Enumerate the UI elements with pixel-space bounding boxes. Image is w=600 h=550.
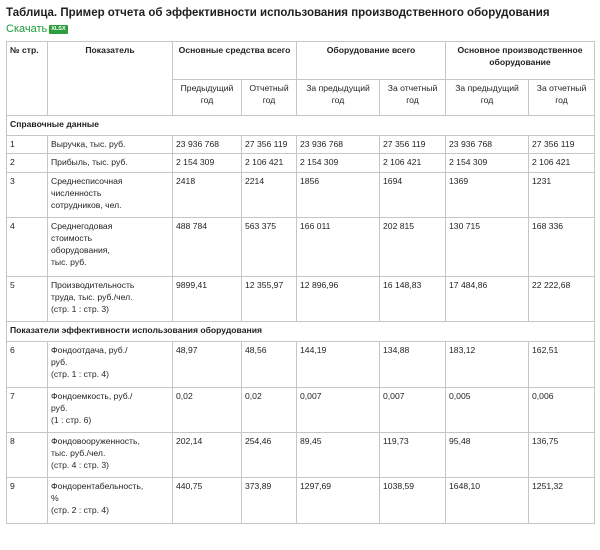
row-number: 3 [7,173,48,218]
download-link[interactable]: Скачать [6,23,48,35]
value-cell: 27 356 119 [529,136,595,154]
indicator-line: руб. [51,357,68,367]
value-cell: 1297,69 [297,478,380,524]
row-number: 6 [7,342,48,388]
value-cell: 0,02 [242,388,297,433]
row-number: 7 [7,388,48,433]
row-number: 5 [7,277,48,322]
indicator-line: (1 : стр. 6) [51,415,92,425]
value-cell: 1856 [297,173,380,218]
indicator-line: численность [51,188,102,198]
value-cell: 2 106 421 [242,154,297,173]
row-indicator [48,388,173,433]
indicator-line: (стр. 2 : стр. 4) [51,505,110,515]
value-cell: 168 336 [529,218,595,277]
table-row [7,478,595,524]
value-cell: 0,007 [380,388,446,433]
value-cell: 1251,32 [529,478,595,524]
value-cell: 27 356 119 [380,136,446,154]
row-indicator [48,433,173,478]
value-cell: 95,48 [446,433,529,478]
table-row [7,154,595,173]
table-row [7,433,595,478]
value-cell: 48,97 [173,342,242,388]
value-cell: 373,89 [242,478,297,524]
header-group-production-equipment: Основное производственное оборудование [446,42,595,80]
xlsx-file-icon[interactable]: XLSX [51,25,66,32]
row-indicator [48,478,173,524]
row-indicator [48,277,173,322]
page-title: Таблица. Пример отчета об эффективности использования производственного оборудования [6,7,550,19]
report-table [6,41,595,524]
value-cell: 134,88 [380,342,446,388]
row-indicator [48,342,173,388]
indicator-line: тыс. руб. [51,257,87,267]
indicator-line: труда, тыс. руб./чел. [51,292,133,302]
value-cell: 136,75 [529,433,595,478]
value-cell: 130 715 [446,218,529,277]
header-sub: За предыдущий год [446,80,529,116]
header-sub: За отчетный год [380,80,446,116]
table-body [7,116,595,524]
value-cell: 0,007 [297,388,380,433]
row-number: 1 [7,136,48,154]
table-row [7,173,595,218]
header-num: № стр. [7,42,48,116]
value-cell: 1231 [529,173,595,218]
value-cell: 202 815 [380,218,446,277]
table-row [7,136,595,154]
indicator-line: Фондоотдача, руб./ [51,345,128,355]
value-cell: 144,19 [297,342,380,388]
value-cell: 563 375 [242,218,297,277]
indicator-line: Фондорентабельность, [51,481,144,491]
value-cell: 488 784 [173,218,242,277]
value-cell: 12 896,96 [297,277,380,322]
row-number: 8 [7,433,48,478]
indicator-line: сотрудников, чел. [51,200,122,210]
row-number: 4 [7,218,48,277]
value-cell: 0,006 [529,388,595,433]
value-cell: 2214 [242,173,297,218]
value-cell: 440,75 [173,478,242,524]
indicator-line: (стр. 1 : стр. 4) [51,369,110,379]
value-cell: 89,45 [297,433,380,478]
indicator-line: руб. [51,403,68,413]
row-indicator [48,173,173,218]
section-title: Справочные данные [7,116,595,136]
indicator-line: оборудования, [51,245,110,255]
header-indicator: Показатель [48,42,173,116]
value-cell: 162,51 [529,342,595,388]
table-row [7,388,595,433]
indicator-line: Фондовооруженность, [51,436,140,446]
value-cell: 48,56 [242,342,297,388]
indicator-line: Выручка, тыс. руб. [51,139,126,149]
value-cell: 0,005 [446,388,529,433]
row-indicator [48,154,173,173]
table-row [7,342,595,388]
row-number: 2 [7,154,48,173]
value-cell: 2 154 309 [173,154,242,173]
value-cell: 16 148,83 [380,277,446,322]
value-cell: 9899,41 [173,277,242,322]
indicator-line: Среднегодовая [51,221,113,231]
indicator-line: Фондоемкость, руб./ [51,391,133,401]
value-cell: 17 484,86 [446,277,529,322]
value-cell: 183,12 [446,342,529,388]
table-row [7,277,595,322]
value-cell: 254,46 [242,433,297,478]
row-indicator [48,136,173,154]
indicator-line: Производительность [51,280,135,290]
value-cell: 2 154 309 [297,154,380,173]
indicator-line: Среднесписочная [51,176,123,186]
value-cell: 12 355,97 [242,277,297,322]
header-sub: Предыдущий год [173,80,242,116]
value-cell: 23 936 768 [446,136,529,154]
value-cell: 1038,59 [380,478,446,524]
value-cell: 2 154 309 [446,154,529,173]
value-cell: 27 356 119 [242,136,297,154]
value-cell: 2 106 421 [529,154,595,173]
indicator-line: тыс. руб./чел. [51,448,106,458]
value-cell: 1648,10 [446,478,529,524]
row-indicator [48,218,173,277]
value-cell: 166 011 [297,218,380,277]
row-number: 9 [7,478,48,524]
header-sub: За отчетный год [529,80,595,116]
value-cell: 23 936 768 [173,136,242,154]
indicator-line: стоимость [51,233,93,243]
header-group-fixed-assets: Основные средства всего [173,42,297,80]
value-cell: 2418 [173,173,242,218]
download-row [6,22,594,36]
indicator-line: Прибыль, тыс. руб. [51,157,128,167]
value-cell: 202,14 [173,433,242,478]
indicator-line: % [51,493,59,503]
value-cell: 22 222,68 [529,277,595,322]
indicator-line: (стр. 4 : стр. 3) [51,460,110,470]
value-cell: 1694 [380,173,446,218]
indicator-line: (стр. 1 : стр. 3) [51,304,110,314]
value-cell: 2 106 421 [380,154,446,173]
value-cell: 1369 [446,173,529,218]
header-sub: Отчетный год [242,80,297,116]
value-cell: 23 936 768 [297,136,380,154]
header-group-equipment: Оборудование всего [297,42,446,80]
header-sub: За предыдущий год [297,80,380,116]
value-cell: 119,73 [380,433,446,478]
value-cell: 0,02 [173,388,242,433]
table-row [7,218,595,277]
section-title: Показатели эффективности использования оборудования [7,322,595,342]
